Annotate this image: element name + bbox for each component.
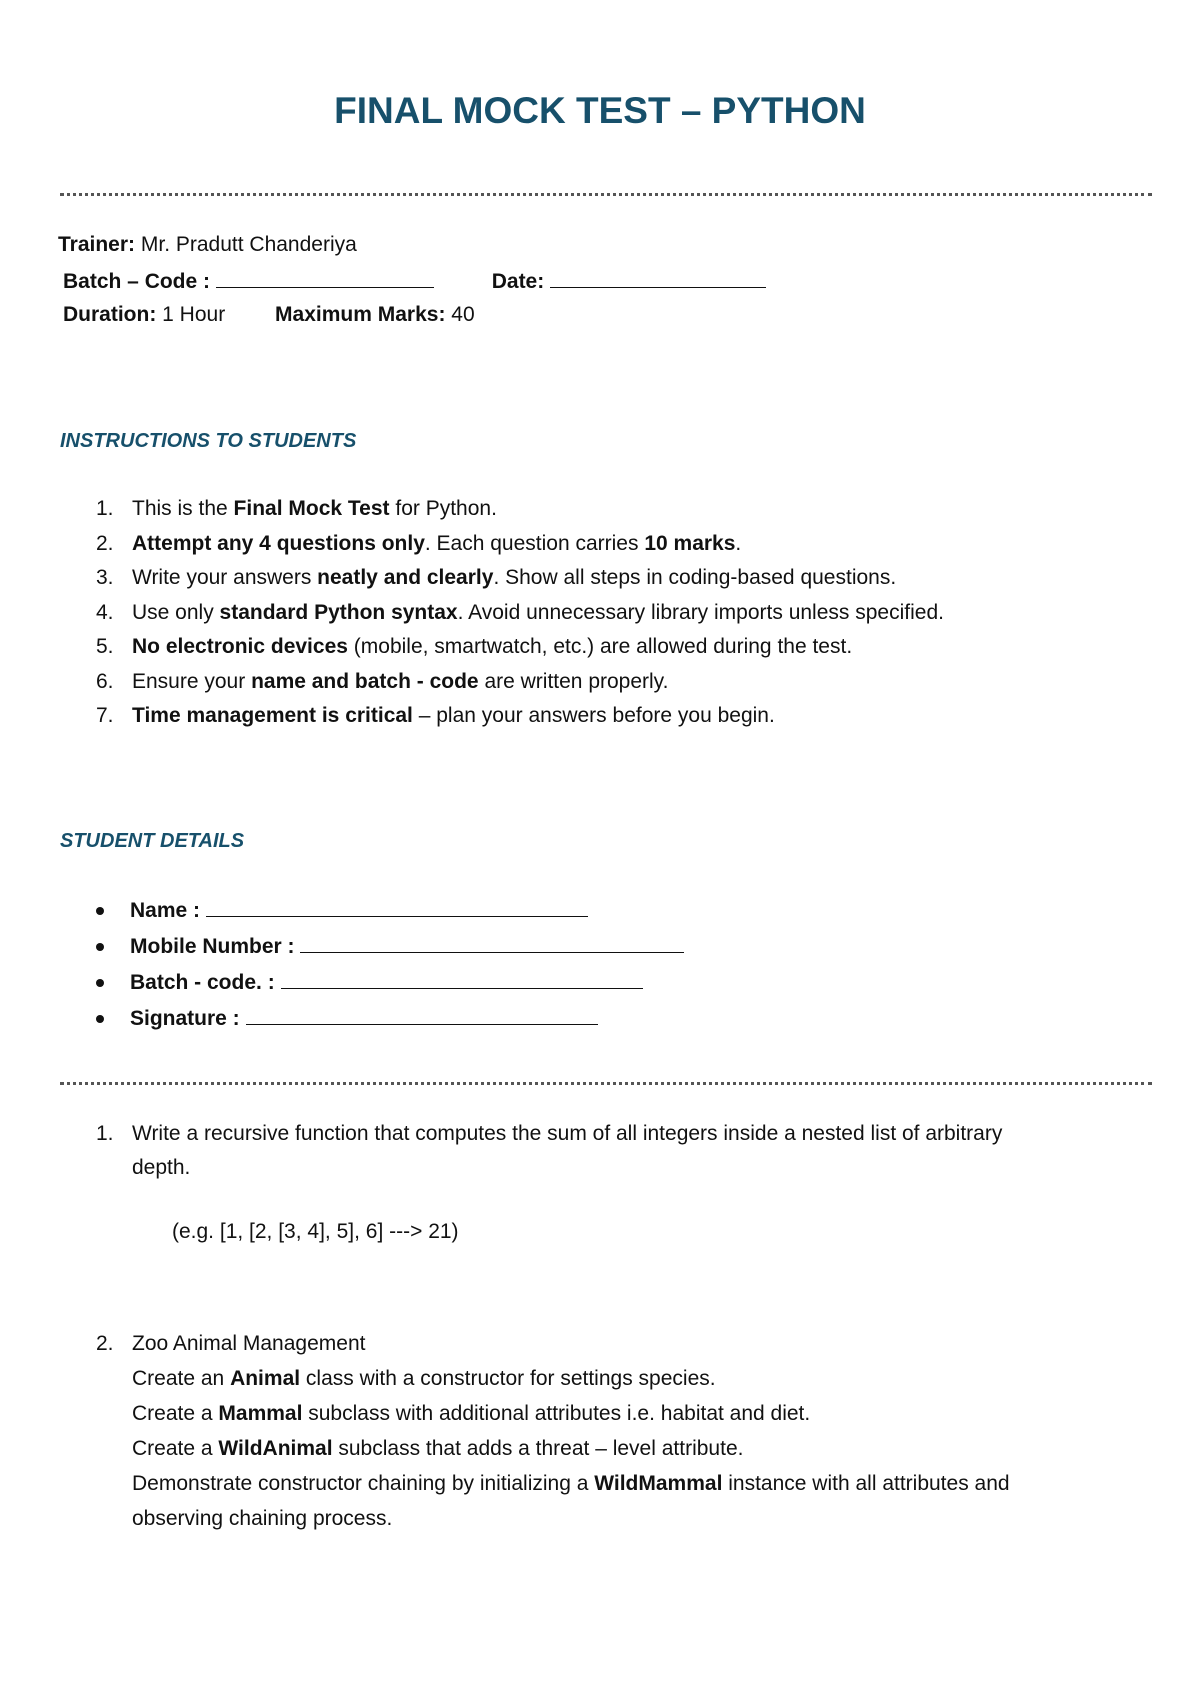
text-run: This is the (132, 497, 234, 520)
bullet-icon (96, 979, 104, 987)
text-run: Create a (132, 1437, 219, 1460)
instruction-number: 3. (96, 566, 114, 589)
student-field-blank[interactable] (300, 934, 684, 953)
text-run: . Avoid unnecessary library imports unless specified. (457, 600, 944, 624)
student-field-label: Mobile Number : (130, 935, 301, 958)
student-field-blank[interactable] (246, 1006, 598, 1025)
dotted-divider-top (60, 193, 1152, 196)
text-run: depth. (132, 1156, 191, 1179)
emphasis-text: WildAnimal (218, 1437, 333, 1460)
text-run: Ensure your (132, 669, 252, 693)
question-line (132, 1472, 1010, 1496)
question-line (132, 1437, 743, 1461)
instruction-number: 5. (96, 635, 114, 658)
batch-code-label: Batch – Code : (63, 270, 211, 293)
text-run: Zoo Animal Management (132, 1332, 366, 1355)
emphasis-text: Animal (230, 1367, 301, 1390)
page-title: FINAL MOCK TEST – PYTHON (334, 90, 866, 131)
date-label: Date: (491, 270, 545, 293)
student-field (96, 898, 588, 923)
bullet-icon (96, 1015, 104, 1023)
emphasis-text: Final Mock Test (233, 497, 390, 520)
text-run: . (735, 531, 742, 555)
student-field-label: Name : (130, 899, 206, 922)
text-run: class with a constructor for settings species. (300, 1367, 716, 1390)
instruction-number: 1. (96, 497, 114, 520)
instruction-number: 2. (96, 531, 114, 555)
text-run: are written properly. (478, 669, 669, 693)
text-run: instance with all attributes and (722, 1472, 1010, 1495)
question-number: 1. (96, 1122, 114, 1145)
instruction-item (96, 704, 775, 728)
emphasis-text: standard Python syntax (219, 600, 458, 624)
student-field-label: Signature : (130, 1007, 246, 1030)
text-run: Create an (132, 1367, 231, 1390)
emphasis-text: neatly and clearly (317, 566, 494, 589)
text-run: Write a recursive function that computes the sum of all integers inside a nested list of arbitrary (132, 1122, 1003, 1145)
date-blank[interactable] (550, 269, 766, 288)
trainer-label: Trainer: (58, 233, 136, 256)
student-details-heading: STUDENT DETAILS (60, 830, 245, 852)
student-field-blank[interactable] (281, 970, 643, 989)
max-marks-label: Maximum Marks: (275, 303, 446, 326)
instructions-heading: INSTRUCTIONS TO STUDENTS (60, 430, 357, 452)
student-field-blank[interactable] (206, 898, 588, 917)
emphasis-text: Attempt any 4 questions only (132, 531, 425, 555)
text-run: subclass with additional attributes i.e. habitat and diet. (302, 1402, 811, 1425)
batch-code-blank[interactable] (216, 269, 434, 288)
question-line (132, 1402, 810, 1426)
question-line (132, 1122, 1002, 1146)
instruction-item (96, 670, 668, 694)
bullet-icon (96, 943, 104, 951)
text-run: – plan your answers before you begin. (412, 704, 775, 727)
student-field-label: Batch - code. : (130, 971, 281, 994)
question-line (132, 1507, 392, 1531)
emphasis-text: Time management is critical (132, 704, 413, 727)
text-run: . Each question carries (424, 531, 645, 555)
emphasis-text: No electronic devices (132, 635, 348, 658)
duration-value: 1 Hour (162, 303, 226, 326)
instruction-number: 6. (96, 669, 114, 693)
question-number: 2. (96, 1332, 114, 1355)
text-run: for Python. (389, 497, 497, 520)
question-line (132, 1367, 716, 1391)
duration-marks-line (63, 303, 475, 327)
trainer-line (58, 233, 357, 257)
instruction-item (96, 497, 497, 521)
text-run: Create a (132, 1402, 219, 1425)
dotted-divider-bottom (60, 1082, 1152, 1085)
emphasis-text: WildMammal (594, 1472, 723, 1495)
emphasis-text: name and batch - code (251, 669, 479, 693)
text-run: observing chaining process. (132, 1507, 393, 1530)
instruction-number: 7. (96, 704, 114, 727)
text-run: . Show all steps in coding-based questions. (493, 566, 897, 589)
student-field (96, 970, 643, 995)
bullet-icon (96, 907, 104, 915)
text-run: (mobile, smartwatch, etc.) are allowed during the test. (347, 635, 853, 658)
instruction-number: 4. (96, 600, 114, 624)
instruction-item (96, 601, 944, 625)
max-marks-value: 40 (451, 303, 475, 326)
question-example: (e.g. [1, [2, [3, 4], 5], 6] ---> 21) (172, 1220, 459, 1243)
emphasis-text: 10 marks (644, 531, 736, 555)
batch-date-line (63, 269, 766, 294)
instruction-item (96, 566, 896, 590)
text-run: Write your answers (132, 566, 318, 589)
instruction-item (96, 532, 741, 556)
question-line (132, 1332, 365, 1356)
question-line (132, 1156, 190, 1180)
text-run: Demonstrate constructor chaining by initializing a (132, 1472, 595, 1495)
trainer-value: Mr. Pradutt Chanderiya (140, 233, 357, 256)
text-run: Use only (132, 600, 220, 624)
emphasis-text: Mammal (218, 1402, 303, 1425)
student-field (96, 1006, 598, 1031)
instruction-item (96, 635, 852, 659)
duration-label: Duration: (63, 303, 157, 326)
text-run: subclass that adds a threat – level attribute. (332, 1437, 744, 1460)
student-field (96, 934, 684, 959)
